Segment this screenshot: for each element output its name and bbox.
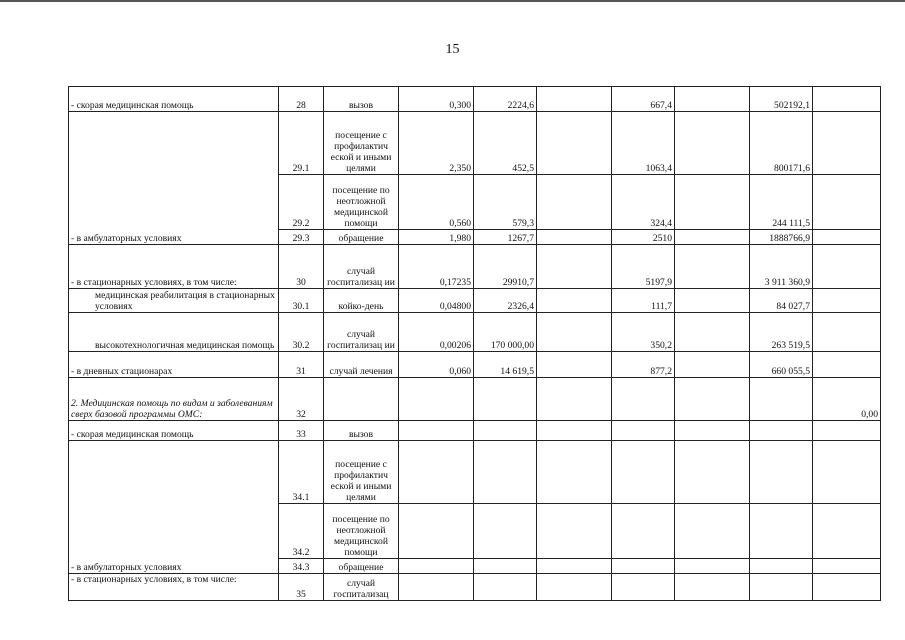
- cell-value: 3 911 360,9: [750, 245, 813, 289]
- cell-value: 0,00: [813, 378, 881, 421]
- cell-value: [537, 574, 612, 601]
- cell-value: 1267,7: [474, 230, 537, 245]
- cell-value: [813, 313, 881, 352]
- cell-value: [399, 378, 474, 421]
- row-name: 2. Медицинская помощь по видам и заболеваниям сверх базовой программы ОМС:: [69, 378, 279, 421]
- row-unit: [324, 378, 399, 421]
- cell-value: [675, 378, 750, 421]
- row-number: 35: [279, 574, 324, 601]
- cell-value: 324,4: [612, 175, 675, 230]
- page-number: 15: [445, 42, 460, 57]
- cell-value: [675, 559, 750, 574]
- row-number: 31: [279, 352, 324, 378]
- cell-value: [813, 245, 881, 289]
- row-unit: случай лечения: [324, 352, 399, 378]
- cell-value: 502192,1: [750, 87, 813, 112]
- cell-value: [813, 504, 881, 559]
- table-row: [69, 112, 881, 175]
- cell-value: 0,00206: [399, 313, 474, 352]
- cell-value: [750, 441, 813, 504]
- cell-value: [675, 289, 750, 313]
- cell-value: [750, 378, 813, 421]
- row-name: - в амбулаторных условиях: [69, 441, 279, 574]
- row-unit: случай госпитализац ии: [324, 313, 399, 352]
- table-row: [69, 313, 881, 352]
- cell-value: 0,04800: [399, 289, 474, 313]
- cell-value: [612, 559, 675, 574]
- cell-value: 877,2: [612, 352, 675, 378]
- row-number: 28: [279, 87, 324, 112]
- cell-value: [750, 574, 813, 601]
- cell-value: 170 000,00: [474, 313, 537, 352]
- cell-value: 2,350: [399, 112, 474, 175]
- row-name: - скорая медицинская помощь: [69, 421, 279, 441]
- cell-value: 452,5: [474, 112, 537, 175]
- cell-value: [612, 378, 675, 421]
- cell-value: [474, 421, 537, 441]
- cell-value: 0,560: [399, 175, 474, 230]
- row-unit: обращение: [324, 230, 399, 245]
- row-number: 32: [279, 378, 324, 421]
- cell-value: [537, 289, 612, 313]
- cell-value: [537, 112, 612, 175]
- cell-value: 0,060: [399, 352, 474, 378]
- cell-value: [813, 175, 881, 230]
- cell-value: [813, 112, 881, 175]
- table-row: [69, 245, 881, 289]
- page-top-rule: [0, 0, 905, 2]
- row-number: 30.2: [279, 313, 324, 352]
- cell-value: 0,17235: [399, 245, 474, 289]
- cell-value: [675, 574, 750, 601]
- cell-value: 579,3: [474, 175, 537, 230]
- row-name: - в стационарных условиях, в том числе:: [69, 574, 279, 601]
- table-row: [69, 352, 881, 378]
- cell-value: 263 519,5: [750, 313, 813, 352]
- row-unit: посещение с профилактич еской и иными целями: [324, 112, 399, 175]
- table-row: [69, 574, 881, 601]
- cell-value: [813, 352, 881, 378]
- cell-value: 244 111,5: [750, 175, 813, 230]
- cell-value: [675, 504, 750, 559]
- cell-value: [537, 352, 612, 378]
- cell-value: [813, 574, 881, 601]
- cell-value: 5197,9: [612, 245, 675, 289]
- row-unit: посещение по неотложной медицинской помощи: [324, 504, 399, 559]
- cell-value: [675, 421, 750, 441]
- cell-value: 14 619,5: [474, 352, 537, 378]
- cell-value: [537, 245, 612, 289]
- cell-value: 800171,6: [750, 112, 813, 175]
- row-unit: посещение по неотложной медицинской помощи: [324, 175, 399, 230]
- cell-value: [474, 378, 537, 421]
- cell-value: [537, 313, 612, 352]
- cell-value: [537, 421, 612, 441]
- cell-value: [675, 112, 750, 175]
- row-unit: случай госпитализац ии: [324, 245, 399, 289]
- row-number: 33: [279, 421, 324, 441]
- cell-value: 29910,7: [474, 245, 537, 289]
- cell-value: [675, 245, 750, 289]
- table-row: [69, 378, 881, 421]
- cell-value: 0,300: [399, 87, 474, 112]
- cell-value: 2326,4: [474, 289, 537, 313]
- cell-value: [474, 559, 537, 574]
- cell-value: [813, 441, 881, 504]
- row-name: - в стационарных условиях, в том числе:: [69, 245, 279, 289]
- cell-value: [399, 421, 474, 441]
- cell-value: [399, 504, 474, 559]
- row-number: 34.1: [279, 441, 324, 504]
- cell-value: [399, 441, 474, 504]
- cell-value: 2224,6: [474, 87, 537, 112]
- cell-value: [537, 504, 612, 559]
- row-unit: обращение: [324, 559, 399, 574]
- row-unit: койко-день: [324, 289, 399, 313]
- table-row: [69, 441, 881, 504]
- row-unit: случай госпитализац: [324, 574, 399, 601]
- row-name: высокотехнологичная медицинская помощь: [69, 313, 279, 352]
- row-number: 34.3: [279, 559, 324, 574]
- cell-value: [399, 559, 474, 574]
- row-name: - в амбулаторных условиях: [69, 112, 279, 245]
- cell-value: [474, 574, 537, 601]
- row-number: 30.1: [279, 289, 324, 313]
- row-name: медицинская реабилитация в стационарных условиях: [69, 289, 279, 313]
- cell-value: 350,2: [612, 313, 675, 352]
- row-number: 34.2: [279, 504, 324, 559]
- row-name: - скорая медицинская помощь: [69, 87, 279, 112]
- cell-value: 667,4: [612, 87, 675, 112]
- cell-value: [813, 289, 881, 313]
- cell-value: [537, 378, 612, 421]
- row-number: 29.3: [279, 230, 324, 245]
- cell-value: [537, 559, 612, 574]
- row-name: - в дневных стационарах: [69, 352, 279, 378]
- table-row: [69, 421, 881, 441]
- cell-value: [675, 230, 750, 245]
- cell-value: [474, 441, 537, 504]
- cell-value: 1888766,9: [750, 230, 813, 245]
- cell-value: [675, 175, 750, 230]
- cell-value: 2510: [612, 230, 675, 245]
- cell-value: [675, 441, 750, 504]
- cell-value: [813, 230, 881, 245]
- cell-value: [612, 504, 675, 559]
- cell-value: [675, 352, 750, 378]
- cell-value: [750, 504, 813, 559]
- row-number: 29.2: [279, 175, 324, 230]
- cell-value: [474, 504, 537, 559]
- cell-value: [813, 87, 881, 112]
- cell-value: [537, 175, 612, 230]
- cell-value: [612, 441, 675, 504]
- cell-value: [612, 574, 675, 601]
- row-unit: вызов: [324, 421, 399, 441]
- cell-value: 660 055,5: [750, 352, 813, 378]
- cell-value: 111,7: [612, 289, 675, 313]
- cell-value: [675, 87, 750, 112]
- cell-value: 1063,4: [612, 112, 675, 175]
- cell-value: [537, 230, 612, 245]
- cell-value: [537, 87, 612, 112]
- cell-value: [813, 559, 881, 574]
- cell-value: [399, 574, 474, 601]
- row-unit: вызов: [324, 87, 399, 112]
- table-row: [69, 289, 881, 313]
- row-number: 30: [279, 245, 324, 289]
- table-row: [69, 87, 881, 112]
- row-unit: посещение с профилактич еской и иными целями: [324, 441, 399, 504]
- cell-value: [813, 421, 881, 441]
- row-number: 29.1: [279, 112, 324, 175]
- cell-value: 1,980: [399, 230, 474, 245]
- cell-value: [750, 421, 813, 441]
- services-table: [68, 86, 881, 601]
- cell-value: [612, 421, 675, 441]
- cell-value: [537, 441, 612, 504]
- cell-value: [750, 559, 813, 574]
- cell-value: 84 027,7: [750, 289, 813, 313]
- cell-value: [675, 313, 750, 352]
